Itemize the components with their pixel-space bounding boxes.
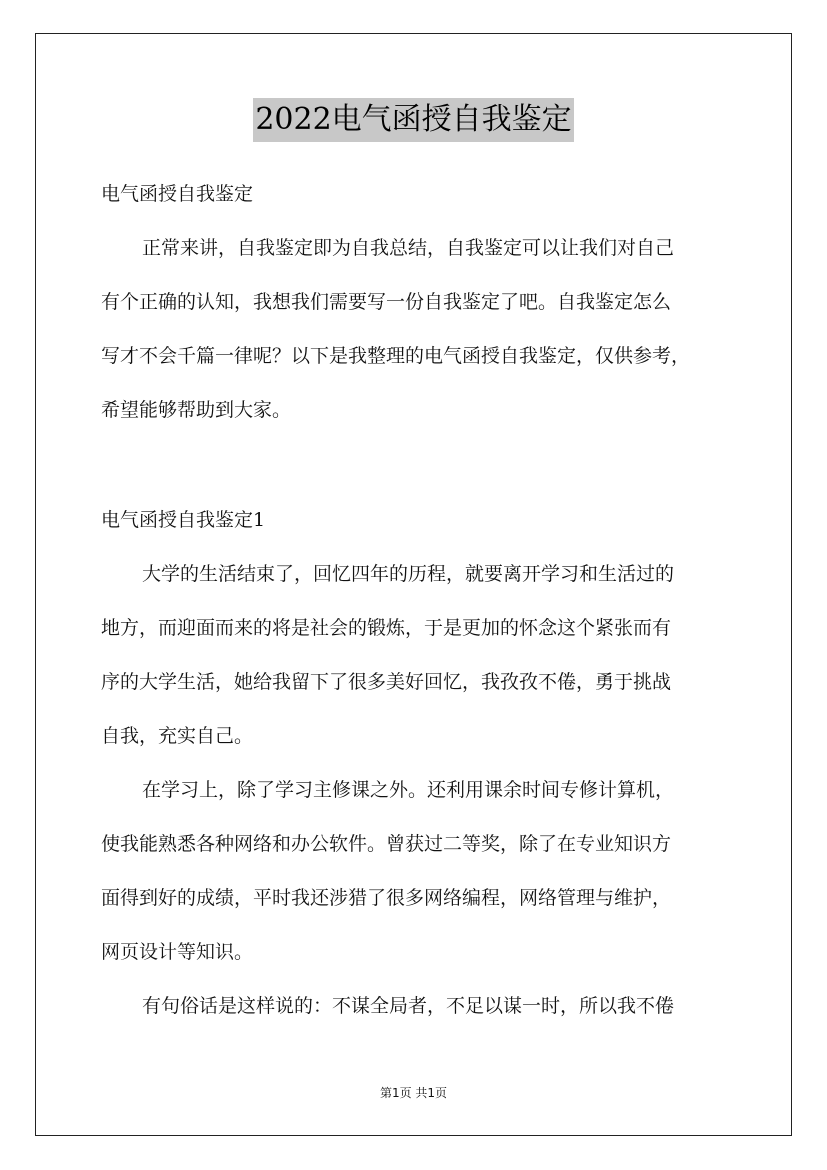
para1-line-1: 大学的生活结束了，回忆四年的历程，就要离开学习和生活过的 xyxy=(142,563,675,585)
para2-line-1: 在学习上，除了学习主修课之外。还利用课余时间专修计算机， xyxy=(142,779,675,801)
intro-line-3: 写才不会千篇一律呢？以下是我整理的电气函授自我鉴定，仅供参考， xyxy=(101,345,691,367)
document-subtitle: 电气函授自我鉴定 xyxy=(101,183,254,205)
para2-line-2: 使我能熟悉各种网络和办公软件。曾获过二等奖，除了在专业知识方 xyxy=(101,833,672,855)
para1-line-3: 序的大学生活，她给我留下了很多美好回忆，我孜孜不倦，勇于挑战 xyxy=(101,671,672,693)
intro-line-2: 有个正确的认知，我想我们需要写一份自我鉴定了吧。自我鉴定怎么 xyxy=(101,291,672,313)
section1-heading: 电气函授自我鉴定1 xyxy=(101,509,266,531)
intro-line-1: 正常来讲，自我鉴定即为自我总结，自我鉴定可以让我们对自己 xyxy=(142,237,675,259)
intro-line-4: 希望能够帮助到大家。 xyxy=(101,399,292,421)
title-container xyxy=(0,98,827,142)
document-title: 2022电气函授自我鉴定 xyxy=(253,98,573,142)
para1-line-4: 自我，充实自己。 xyxy=(101,725,254,747)
para2-line-3: 面得到好的成绩，平时我还涉猎了很多网络编程，网络管理与维护， xyxy=(101,887,672,909)
para3-line-1: 有句俗话是这样说的：不谋全局者，不足以谋一时，所以我不倦 xyxy=(142,995,675,1017)
para1-line-2: 地方，而迎面而来的将是社会的锻炼，于是更加的怀念这个紧张而有 xyxy=(101,617,672,639)
page-footer: 第1页 共1页 xyxy=(379,1086,448,1100)
para2-line-4: 网页设计等知识。 xyxy=(101,941,254,963)
